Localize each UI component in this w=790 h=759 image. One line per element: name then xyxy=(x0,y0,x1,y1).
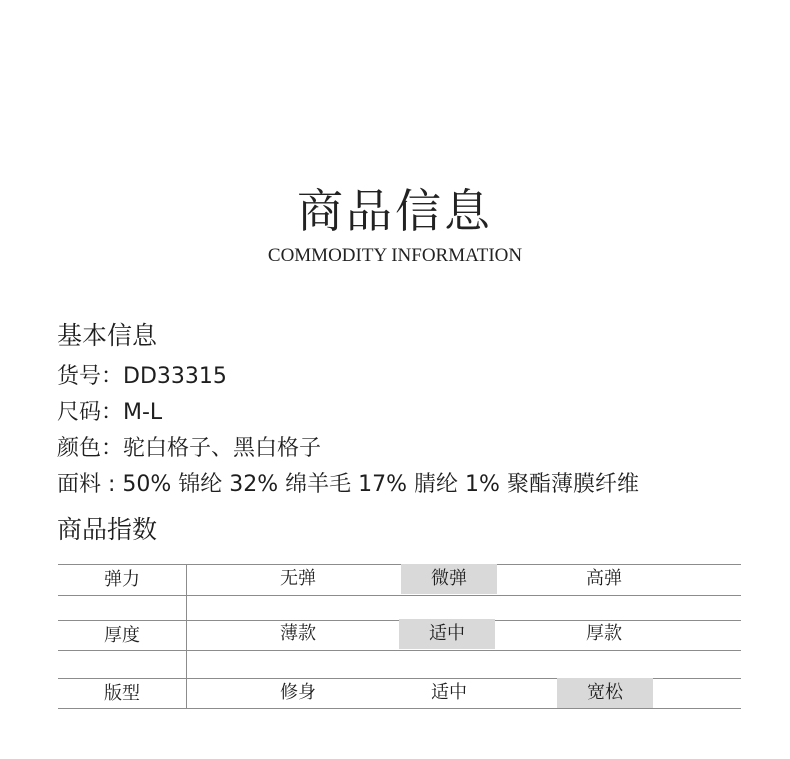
color-line: 颜色：驼白格子、黑白格子 xyxy=(57,436,322,461)
table-rule xyxy=(58,595,741,596)
option-regular-fit: 适中 xyxy=(431,682,467,703)
table-divider xyxy=(186,565,187,708)
option-thick: 厚款 xyxy=(586,623,622,644)
product-index-heading: 商品指数 xyxy=(57,515,158,544)
option-no-stretch: 无弹 xyxy=(280,568,316,589)
page-title: 商品信息 xyxy=(297,184,493,238)
option-high-stretch: 高弹 xyxy=(586,568,622,589)
size-line: 尺码：M-L xyxy=(57,400,163,425)
row-label-fit: 版型 xyxy=(104,683,140,704)
row-label-elasticity: 弹力 xyxy=(104,569,140,590)
option-slim: 修身 xyxy=(280,682,316,703)
option-thin: 薄款 xyxy=(280,623,316,644)
page-subtitle: COMMODITY INFORMATION xyxy=(267,245,523,266)
row-label-thickness: 厚度 xyxy=(104,625,140,646)
option-slight-stretch: 微弹 xyxy=(401,564,497,594)
fabric-line: 面料 : 50% 锦纶 32% 绵羊毛 17% 腈纶 1% 聚酯薄膜纤维 xyxy=(57,472,639,497)
option-medium-thickness: 适中 xyxy=(399,619,495,649)
option-loose: 宽松 xyxy=(557,678,653,708)
basic-info-heading: 基本信息 xyxy=(57,321,158,350)
item-number-line: 货号：DD33315 xyxy=(57,364,227,389)
